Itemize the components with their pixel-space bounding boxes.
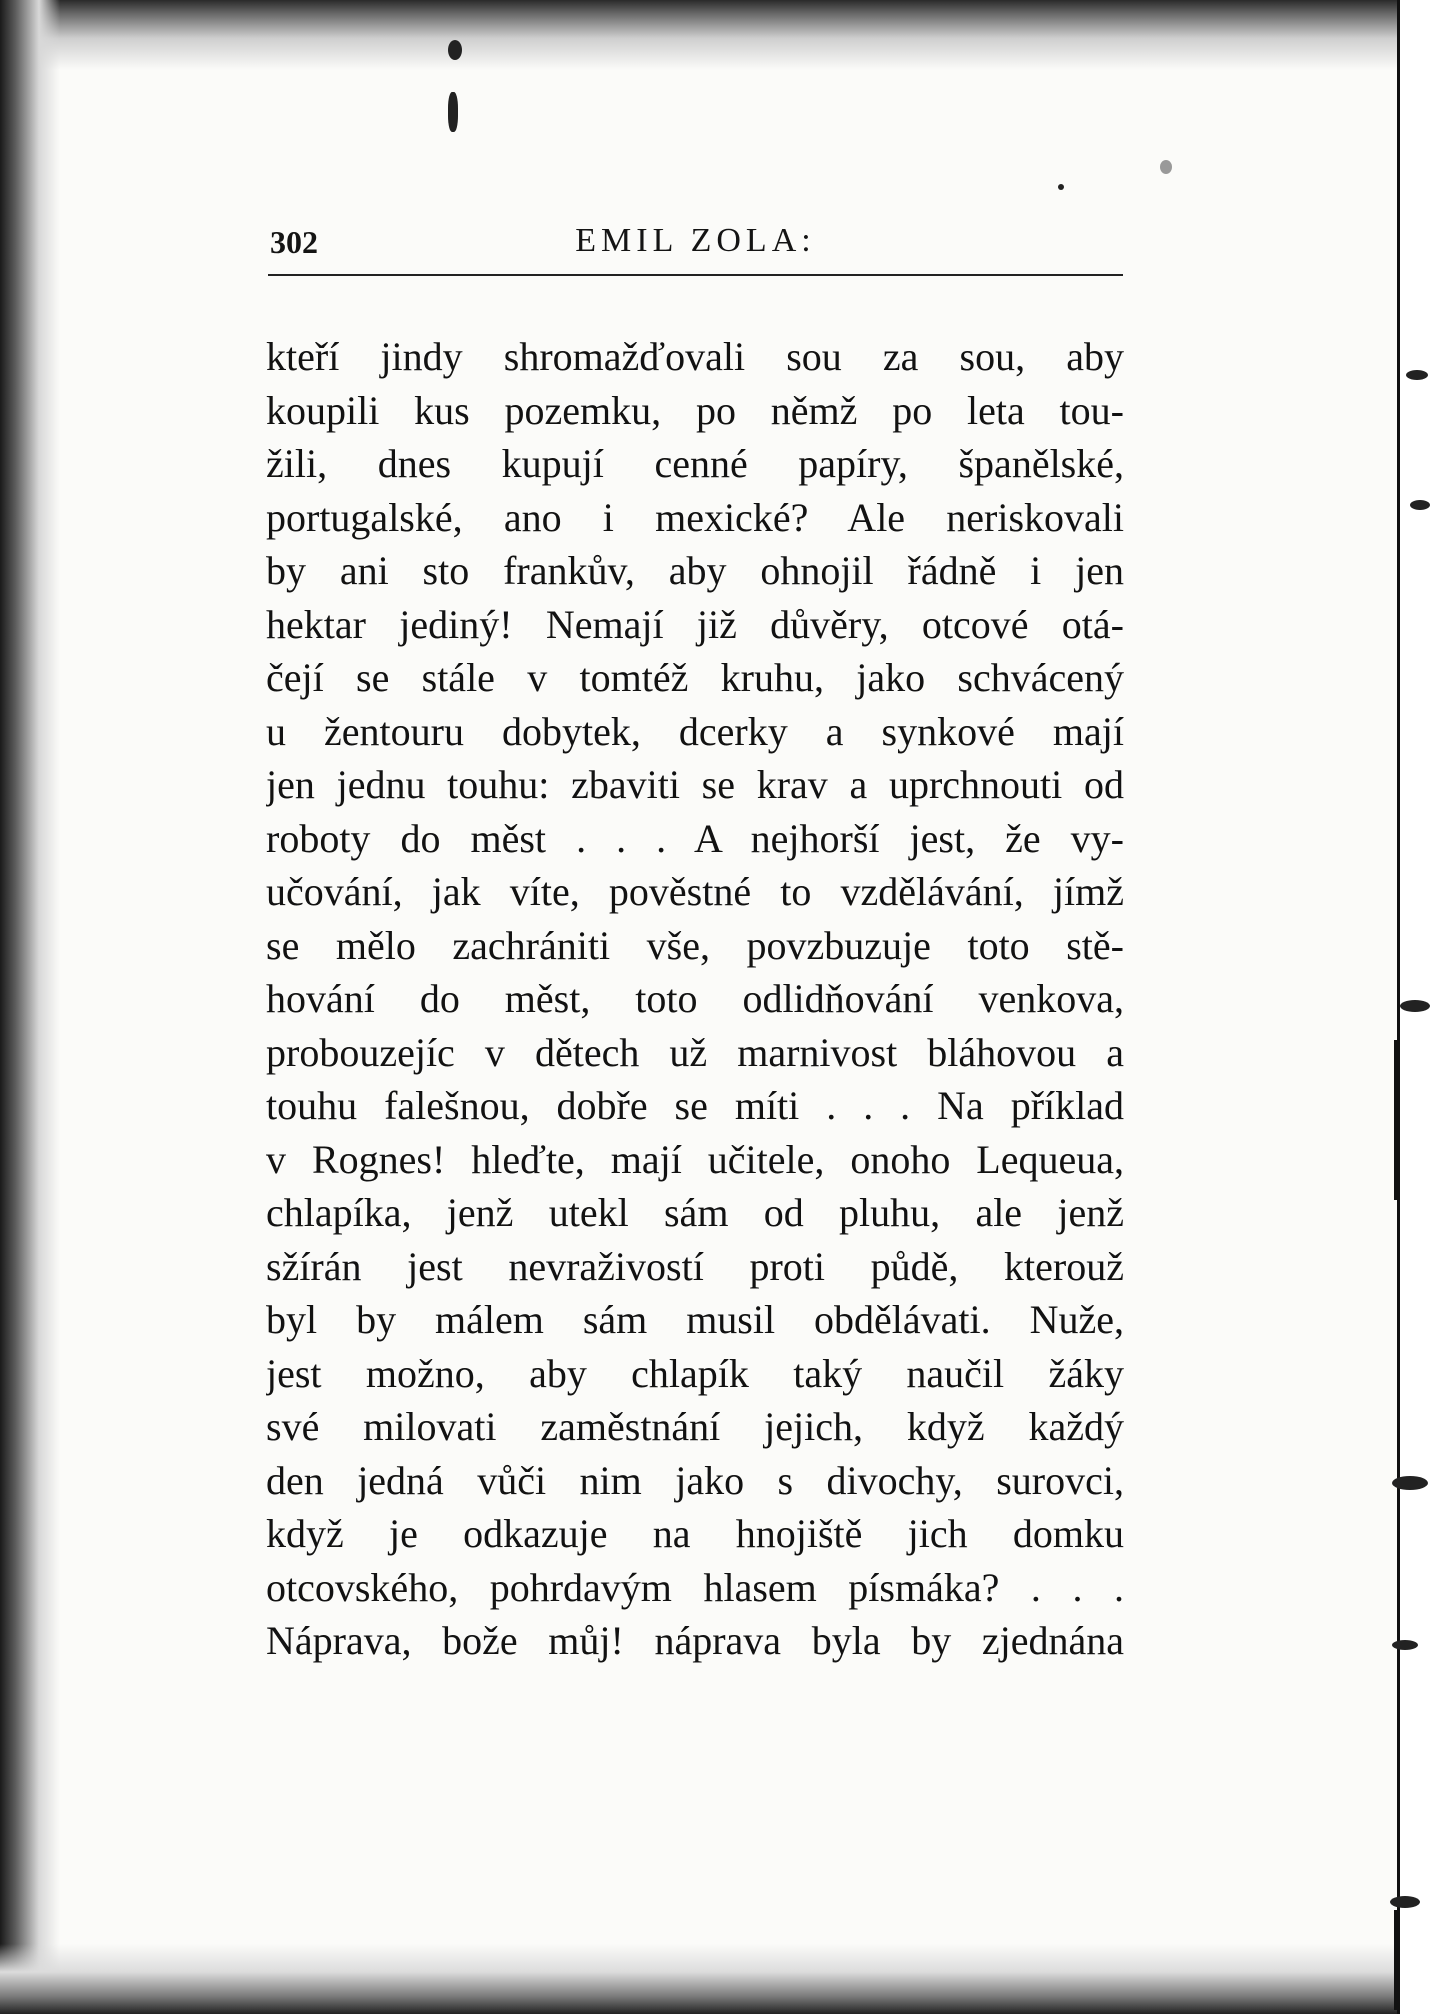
page-number: 302 [270,224,318,260]
text-line: probouzejíc v dětech už marnivost bláhovou a [266,1029,1124,1075]
text-line: žili, dnes kupují cenné papíry, španělské, [266,441,1124,486]
ink-speck [1406,370,1428,380]
text-line: hování do měst, toto odlidňování venkova, [266,976,1124,1021]
text-line: chlapíka, jenž utekl sám od pluhu, ale jenž [266,1190,1124,1235]
text-line: Náprava, bože můj! náprava byla by zjednána [266,1618,1124,1663]
text-line: touhu falešnou, dobře se míti . . . Na příklad [266,1083,1124,1128]
text-line: jest možno, aby chlapík taký naučil žáky [266,1350,1124,1396]
scan-shadow-top [0,0,1436,70]
text-line: když je odkazuje na hnojiště jich domku [266,1511,1124,1556]
text-line: sžírán jest nevraživostí proti půdě, kterouž [266,1243,1124,1289]
scan-shadow-bottom [0,1944,1436,2014]
ink-speck [448,92,458,132]
ink-speck [1160,160,1172,174]
ink-speck [1400,1000,1430,1012]
edge-mark [1394,1910,1399,2010]
text-line: hektar jediný! Nemají již důvěry, otcové otá- [266,601,1124,647]
ink-speck [1392,1476,1428,1490]
ink-speck [1390,1896,1420,1908]
text-line: den jedná vůči nim jako s divochy, surovci, [266,1457,1124,1503]
edge-mark [1394,1160,1399,1200]
text-line: čejí se stále v tomtéž kruhu, jako schvácený [266,655,1124,700]
page-header [268,222,1123,276]
ink-speck [1410,500,1430,510]
text-line: otcovského, pohrdavým hlasem písmáka? . . . [266,1564,1124,1610]
text-line: své milovati zaměstnání jejich, když každý [266,1404,1124,1449]
edge-mark [1394,1040,1399,1160]
text-line: učování, jak víte, pověstné to vzdělávání, jímž [266,869,1124,914]
text-line: portugalské, ano i mexické? Ale neriskovali [266,494,1124,540]
text-line: se mělo zachrániti vše, povzbuzuje toto stě- [266,922,1124,968]
text-line: by ani sto frankův, aby ohnojil řádně i jen [266,548,1124,593]
ink-speck [448,40,462,60]
text-line: kteří jindy shromažďovali sou za sou, aby [266,334,1124,379]
text-line: byl by málem sám musil obdělávati. Nuže, [266,1297,1124,1342]
text-line: u žentouru dobytek, dcerky a synkové mají [266,708,1124,754]
running-title: EMIL ZOLA: [575,222,816,259]
text-line: koupili kus pozemku, po němž po leta tou- [266,387,1124,433]
text-line: roboty do měst . . . A nejhorší jest, že vy- [266,815,1124,861]
ink-speck [1392,1640,1418,1650]
text-line: jen jednu touhu: zbaviti se krav a uprchnouti od [266,762,1124,807]
body-text [266,330,1124,1668]
scan-shadow-left [0,0,60,2014]
ink-speck [1058,184,1064,190]
text-line: v Rognes! hleďte, mají učitele, onoho Lequeua, [266,1136,1124,1182]
